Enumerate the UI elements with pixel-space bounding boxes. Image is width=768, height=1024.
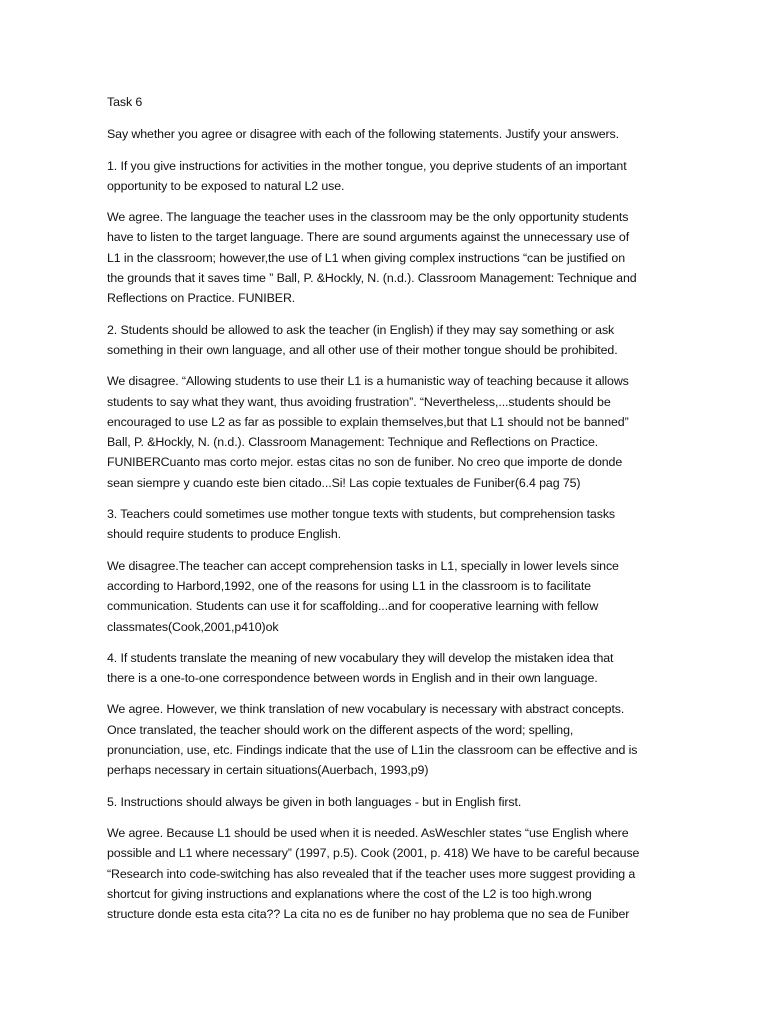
statement-4: 4. If students translate the meaning of new vocabulary they will develop the mistaken idea that there is a one-to-one correspondence between words in English and in their own language.	[107, 650, 614, 686]
statement-2: 2. Students should be allowed to ask the teacher (in English) if they may say something or ask something in their own language, and all other use of their mother tongue should be prohibited.	[107, 322, 618, 357]
document-body	[107, 92, 667, 935]
answer-2: We disagree. “Allowing students to use their L1 is a humanistic way of teaching because it allows students to say what they want, thus avoiding frustration”. “Nevertheless,...students should be encouraged to use L2 as far as possible to explain themselves,but that L1 should not be banned” Ball, P. &Hockly, N. (n.d.). Classroom Management: Technique and Reflections on Practice. FUNIBERCuanto mas corto mejor. estas citas no son de funiber. No creo que importe de donde sean siempre y cuando este bien citado...Si! Las copie textuales de Funiber(6.4 pag 75)	[107, 374, 629, 490]
statement-5: 5. Instructions should always be given in both languages - but in English first.	[107, 794, 522, 809]
answer-4: We agree. However, we think translation of new vocabulary is necessary with abstract concepts. Once translated, the teacher should work on the different aspects of the word; spelling, pronunciation, use, etc. Findings indicate that the use of L1in the classroom can be effective and is perhaps necessary in certain situations(Auerbach, 1993,p9)	[107, 702, 638, 778]
answer-1: We agree. The language the teacher uses in the classroom may be the only opportunity students have to listen to the target language. There are sound arguments against the unnecessary use of L1 in the classroom; however,the use of L1 when giving complex instructions “can be justified on the grounds that it saves time ” Ball, P. &Hockly, N. (n.d.). Classroom Management: Technique and Reflections on Practice. FUNIBER.	[107, 210, 637, 306]
statement-1: 1. If you give instructions for activities in the mother tongue, you deprive students of an important opportunity to be exposed to natural L2 use.	[107, 158, 627, 193]
answer-3: We disagree.The teacher can accept comprehension tasks in L1, specially in lower levels since according to Harbord,1992, one of the reasons for using L1 in the classroom is to facilitate communication. Students can use it for scaffolding...and for cooperative learning with fellow classmates(Cook,2001,p410)ok	[107, 558, 619, 634]
statement-3: 3. Teachers could sometimes use mother tongue texts with students, but comprehension tasks should require students to produce English.	[107, 507, 616, 542]
task-instruction: Say whether you agree or disagree with each of the following statements. Justify your answers.	[107, 127, 619, 142]
answer-5: We agree. Because L1 should be used when it is needed. AsWeschler states “use English where possible and L1 where necessary” (1997, p.5). Cook (2001, p. 418) We have to be careful because “Research into code-switching has also revealed that if the teacher uses more suggest providing a shortcut for giving instructions and explanations where the cost of the L2 is too high.wrong structure donde esta esta cita?? La cita no es de funiber no hay problema que no sea de Funiber	[107, 825, 640, 922]
task-title: Task 6	[107, 95, 143, 109]
